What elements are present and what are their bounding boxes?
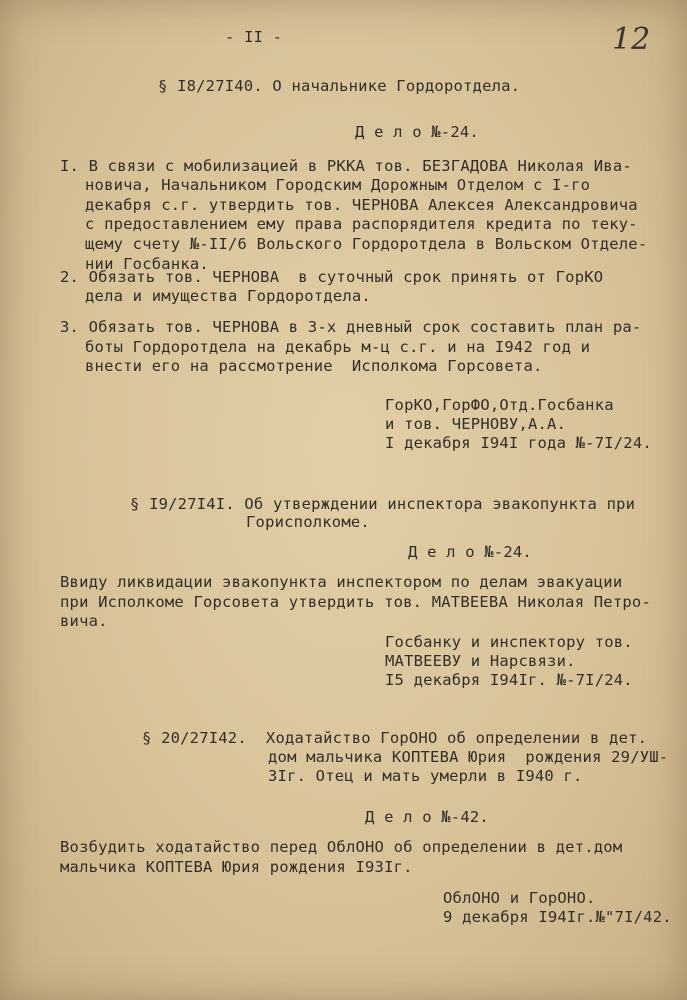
- section-2-body-line: Ввиду ликвидации эвакопункта инспектором по делам эвакуации: [60, 573, 623, 591]
- section-3-distribution-line: ОблОНО и ГорОНО.: [443, 889, 596, 907]
- section-3-distribution-line: 9 декабря I94Iг.№"7I/42.: [443, 908, 672, 926]
- section-2-case-number: Д е л о №-24.: [408, 543, 532, 561]
- section-1-distribution-line: и тов. ЧЕРНОВУ,А.А.: [385, 415, 567, 433]
- section-3-case-number: Д е л о №-42.: [365, 808, 489, 826]
- section-1-item-1-line: нии Госбанка.: [85, 255, 209, 273]
- handwritten-folio-number: 12: [612, 22, 651, 57]
- section-1-item-1-line: щему счету №-II/6 Вольского Гордоротдела в Вольском Отделе-: [85, 235, 648, 253]
- section-1-distribution-line: ГорКО,ГорФО,Отд.Госбанка: [385, 396, 614, 414]
- section-2-heading-line: § I9/27I4I. Об утверждении инспектора эвакопункта при: [130, 495, 636, 513]
- section-2-distribution-line: I5 декабря I94Iг. №-7I/24.: [385, 671, 633, 689]
- section-1-heading: § I8/27I40. О начальнике Гордоротдела.: [158, 77, 521, 95]
- section-1-item-3-line: внести его на рассмотрение Исполкома Горсовета.: [85, 357, 543, 375]
- section-3-heading-line: дом мальчика КОПТЕВА Юрия рождения 29/УШ-: [268, 748, 669, 766]
- section-1-distribution-line: I декабря I94I года №-7I/24.: [385, 434, 652, 452]
- section-2-distribution-line: МАТВЕЕВУ и Нарсвязи.: [385, 652, 576, 670]
- section-1-item-2-line: дела и имущества Гордоротдела.: [85, 287, 371, 305]
- section-2-body-line: при Исполкоме Горсовета утвердить тов. МАТВЕЕВА Николая Петро-: [60, 593, 651, 611]
- section-2-distribution-line: Госбанку и инспектору тов.: [385, 633, 633, 651]
- section-3-heading-line: 3Iг. Отец и мать умерли в I940 г.: [268, 767, 583, 785]
- page-number: - II -: [225, 28, 283, 46]
- section-3-body-line: Возбудить ходатайство перед ОблОНО об определении в дет.дом: [60, 838, 623, 856]
- section-3-body-line: мальчика КОПТЕВА Юрия рождения I93Iг.: [60, 858, 413, 876]
- section-3-heading-line: § 20/27I42. Ходатайство ГорОНО об определении в дет.: [142, 729, 648, 747]
- section-1-item-1-line: декабря с.г. утвердить тов. ЧЕРНОВА Алексея Александровича: [85, 196, 638, 214]
- section-1-case-number: Д е л о №-24.: [355, 123, 479, 141]
- section-2-body-line: вича.: [60, 612, 108, 630]
- section-1-item-1-line: с предоставлением ему права распорядителя кредита по теку-: [85, 215, 638, 233]
- section-1-item-1-line: новича, Начальником Городским Дорожным Отделом с I-го: [85, 176, 591, 194]
- section-1-item-1-line: I. В связи с мобилизацией в РККА тов. БЕЗГАДОВА Николая Ива-: [60, 157, 632, 175]
- section-1-item-2-line: 2. Обязать тов. ЧЕРНОВА в суточный срок принять от ГорКО: [60, 268, 604, 286]
- section-1-item-3-line: боты Гордоротдела на декабрь м-ц с.г. и на I942 год и: [85, 338, 591, 356]
- section-1-item-3-line: 3. Обязать тов. ЧЕРНОВА в 3-х дневный срок составить план ра-: [60, 318, 642, 336]
- section-2-heading-line: Горисполкоме.: [246, 513, 370, 531]
